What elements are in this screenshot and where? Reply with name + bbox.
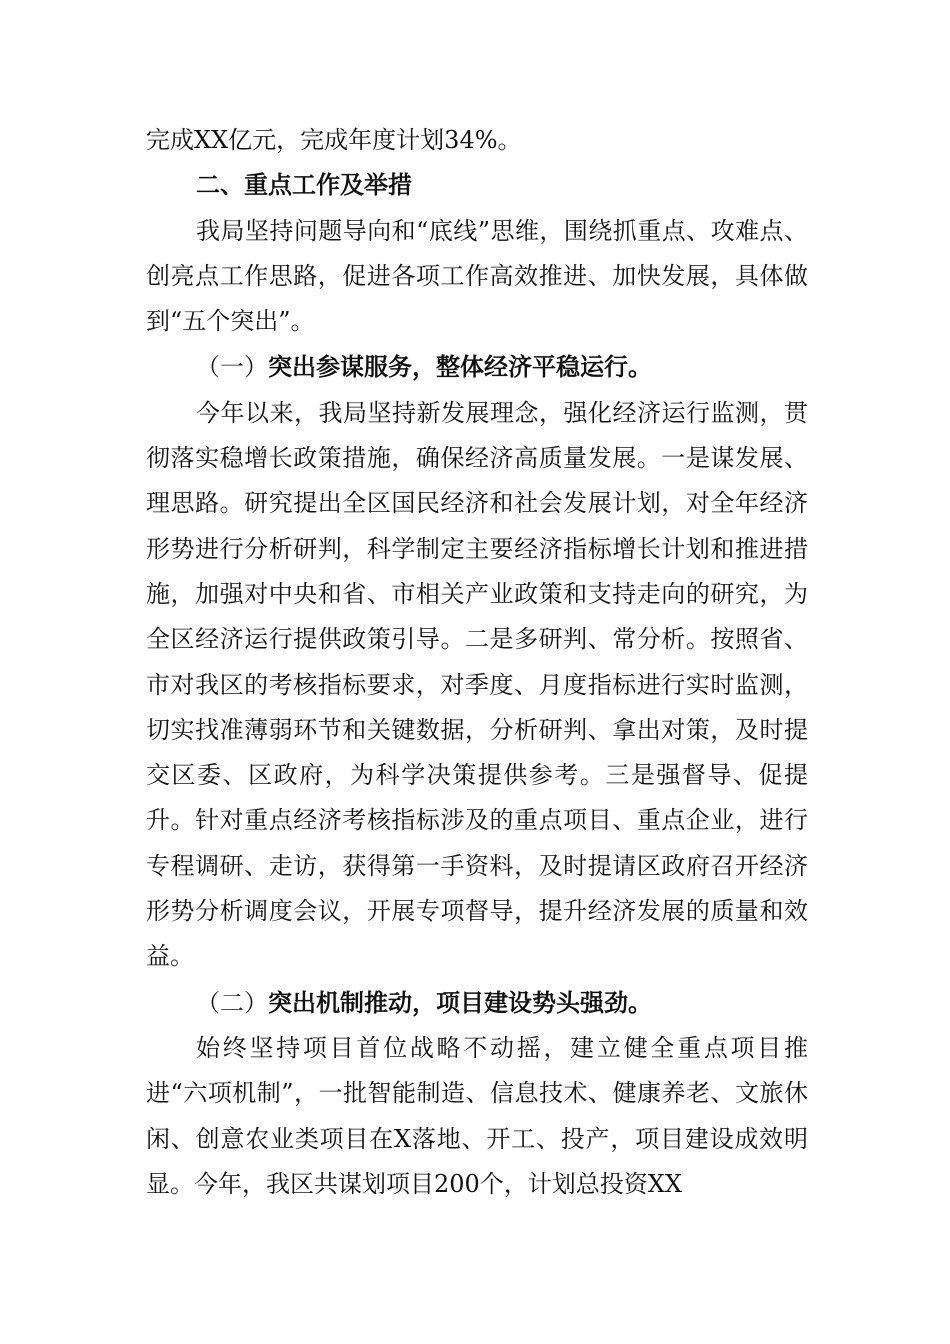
subsection-number-2: （二）	[196, 988, 268, 1017]
document-body	[146, 118, 808, 1207]
continuation-paragraph: 完成XX亿元，完成年度计划34%。	[146, 126, 522, 154]
subsection-heading-1	[146, 344, 808, 390]
subsection-title-2: 突出机制推动，项目建设势头强劲。	[268, 987, 652, 1017]
subsection-heading-2	[146, 980, 808, 1026]
subsection-number-1: （一）	[196, 353, 268, 382]
intro-paragraph: 我局坚持问题导向和“底线”思维，围绕抓重点、攻难点、创亮点工作思路，促进各项工作高效推进、加快发展，具体做到“五个突出”。	[146, 216, 808, 336]
subsection-body-1: 今年以来，我局坚持新发展理念，强化经济运行监测，贯彻落实稳增长政策措施，确保经济高质量发展。一是谋发展、理思路。研究提出全区国民经济和社会发展计划，对全年经济形势进行分析研判，科学制定主要经济指标增长计划和推进措施，加强对中央和省、市相关产业政策和支持走向的研究，为全区经济运行提供政策引导。二是多研判、常分析。按照省、市对我区的考核指标要求，对季度、月度指标进行实时监测，切实找准薄弱环节和关键数据，分析研判、拿出对策，及时提交区委、区政府，为科学决策提供参考。三是强督导、促提升。针对重点经济考核指标涉及的重点项目、重点企业，进行专程调研、走访，获得第一手资料，及时提请区政府召开经济形势分析调度会议，开展专项督导，提升经济发展的质量和效益。	[146, 398, 808, 971]
section-heading: 二、重点工作及举措	[196, 171, 412, 200]
subsection-title-1: 突出参谋服务，整体经济平稳运行。	[268, 352, 652, 382]
subsection-body-2: 始终坚持项目首位战略不动摇，建立健全重点项目推进“六项机制”，一批智能制造、信息技术、健康养老、文旅休闲、创意农业类项目在X落地、开工、投产，项目建设成效明显。今年，我区共谋划项目200个，计划总投资XX	[146, 1033, 808, 1198]
